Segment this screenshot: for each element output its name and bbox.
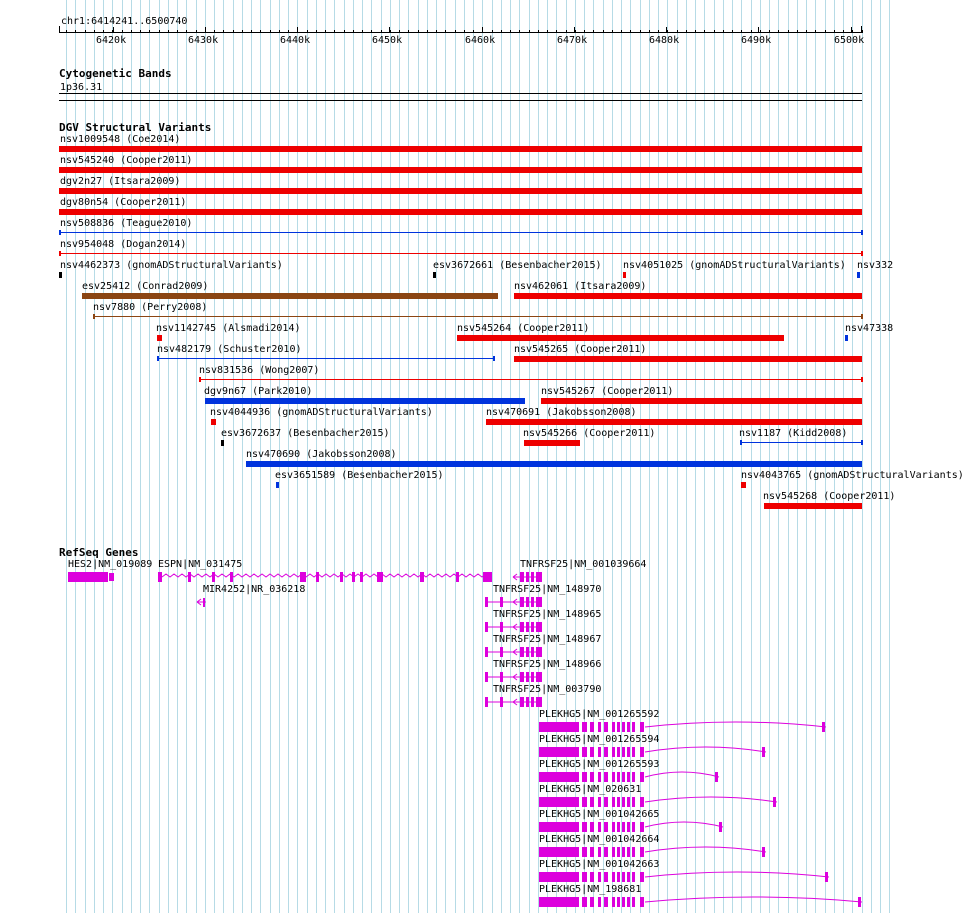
- gene-exon: [352, 572, 355, 582]
- gene-intron-line: [645, 847, 766, 852]
- gene-exon: [520, 597, 524, 607]
- gene-exon: [536, 672, 542, 682]
- gene-exon: [612, 847, 615, 857]
- ruler-tick-label: 6500k: [834, 35, 865, 46]
- gene-exon: [627, 772, 630, 782]
- gene-exon: [604, 847, 608, 857]
- gene-exon: [622, 772, 625, 782]
- dgv-feature-label[interactable]: nsv47338: [845, 323, 894, 334]
- gene-exon: [632, 747, 635, 757]
- gene-exon: [640, 897, 644, 907]
- dgv-feature-label[interactable]: nsv1142745 (Alsmadi2014): [156, 323, 301, 334]
- gene-exon: [612, 797, 615, 807]
- ruler-position: chr1:6414241..6500740: [61, 16, 188, 27]
- gene-exon: [520, 572, 524, 582]
- gene-exon: [526, 572, 529, 582]
- gene-exon: [539, 722, 579, 732]
- gene-exon: [582, 772, 587, 782]
- gene-exon: [539, 822, 579, 832]
- gene-exon: [316, 572, 319, 582]
- refseq-gene-label[interactable]: TNFRSF25|NM_148966: [493, 659, 602, 670]
- gene-exon: [590, 722, 594, 732]
- gene-exon: [617, 822, 620, 832]
- gene-exon: [420, 572, 424, 582]
- dgv-feature-label[interactable]: nsv470691 (Jakobsson2008): [486, 407, 637, 418]
- dgv-feature-label[interactable]: nsv7880 (Perry2008): [93, 302, 208, 313]
- gene-exon: [500, 672, 503, 682]
- gene-intron-line: [162, 574, 490, 577]
- gene-exon: [456, 572, 459, 582]
- gene-exon: [598, 822, 601, 832]
- refseq-gene-label[interactable]: TNFRSF25|NM_148970: [493, 584, 602, 595]
- gene-exon: [762, 847, 765, 857]
- gene-exon: [590, 772, 594, 782]
- ruler-tick-label: 6430k: [188, 35, 219, 46]
- gene-exon: [762, 747, 765, 757]
- gene-exon: [598, 722, 601, 732]
- gene-exon: [640, 747, 644, 757]
- gene-exon: [188, 572, 191, 582]
- gene-exon: [622, 872, 625, 882]
- refseq-gene-label[interactable]: PLEKHG5|NM_198681: [539, 884, 642, 895]
- gene-exon: [536, 572, 542, 582]
- cytoband-track-title[interactable]: Cytogenetic Bands: [59, 67, 172, 80]
- gene-exon: [640, 847, 644, 857]
- gene-exon: [627, 722, 630, 732]
- dgv-feature-label[interactable]: nsv954048 (Dogan2014): [60, 239, 187, 250]
- gene-exon: [604, 722, 608, 732]
- gene-exon: [632, 872, 635, 882]
- dgv-feature-label[interactable]: nsv1009548 (Coe2014): [60, 134, 181, 145]
- dgv-feature-label[interactable]: nsv462061 (Itsara2009): [514, 281, 647, 292]
- gene-exon: [640, 722, 644, 732]
- gene-exon: [617, 722, 620, 732]
- gene-intron-line: [645, 747, 766, 752]
- gene-exon: [539, 747, 579, 757]
- gene-exon: [590, 872, 594, 882]
- gene-exon: [627, 797, 630, 807]
- gene-exon: [622, 822, 625, 832]
- gene-exon: [617, 847, 620, 857]
- gene-exon: [612, 897, 615, 907]
- refseq-gene-label[interactable]: PLEKHG5|NM_001042663: [539, 859, 660, 870]
- ruler-tick-label: 6480k: [649, 35, 680, 46]
- gene-exon: [500, 697, 503, 707]
- dgv-feature-label[interactable]: dgv2n27 (Itsara2009): [60, 176, 181, 187]
- gene-exon: [531, 672, 534, 682]
- gene-intron-line: [645, 722, 826, 727]
- gene-exon: [612, 722, 615, 732]
- gene-exon: [582, 872, 587, 882]
- gene-exon: [632, 722, 635, 732]
- gene-exon: [640, 772, 644, 782]
- dgv-feature-label[interactable]: nsv4462373 (gnomADStructuralVariants): [60, 260, 283, 271]
- dgv-feature-label[interactable]: nsv545268 (Cooper2011): [763, 491, 896, 502]
- dgv-feature-label[interactable]: nsv545267 (Cooper2011): [541, 386, 674, 397]
- dgv-feature-label[interactable]: nsv332: [857, 260, 894, 271]
- gene-exon: [485, 597, 488, 607]
- cytoband-label: 1p36.31: [60, 82, 103, 93]
- gene-exon: [598, 797, 601, 807]
- gene-exon: [531, 647, 534, 657]
- gene-exon: [632, 897, 635, 907]
- refseq-gene-label[interactable]: MIR4252|NR_036218: [203, 584, 306, 595]
- gene-exon: [485, 697, 488, 707]
- ruler-tick-label: 6490k: [741, 35, 772, 46]
- gene-exon: [640, 872, 644, 882]
- refseq-gene-label[interactable]: PLEKHG5|NM_001042664: [539, 834, 660, 845]
- refseq-gene-label[interactable]: TNFRSF25|NM_148967: [493, 634, 602, 645]
- gene-exon: [627, 822, 630, 832]
- gene-exon: [590, 847, 594, 857]
- gene-exon: [715, 772, 718, 782]
- refseq-gene-label[interactable]: TNFRSF25|NM_003790: [493, 684, 602, 695]
- gene-exon: [604, 872, 608, 882]
- refseq-gene-label[interactable]: HES2|NM_019089: [68, 559, 153, 570]
- gene-exon: [627, 872, 630, 882]
- gene-intron-line: [645, 822, 723, 827]
- gene-exon: [300, 572, 306, 582]
- dgv-feature-label[interactable]: esv3672661 (Besenbacher2015): [433, 260, 602, 271]
- refseq-gene-label[interactable]: PLEKHG5|NM_001265594: [539, 734, 660, 745]
- gene-exon: [590, 747, 594, 757]
- gene-exon: [536, 647, 542, 657]
- gene-intron-line: [645, 897, 862, 902]
- gene-exon: [617, 797, 620, 807]
- gene-exon: [617, 872, 620, 882]
- gene-exon: [520, 672, 524, 682]
- gene-exon: [582, 797, 587, 807]
- gene-exon: [520, 622, 524, 632]
- refseq-gene-label[interactable]: TNFRSF25|NM_001039664: [520, 559, 647, 570]
- gene-exon: [526, 672, 529, 682]
- gene-exon: [500, 647, 503, 657]
- gene-exon: [485, 672, 488, 682]
- gene-exon: [158, 572, 162, 582]
- gene-exon: [719, 822, 722, 832]
- dgv-feature-label[interactable]: esv3672637 (Besenbacher2015): [221, 428, 390, 439]
- gene-exon: [617, 772, 620, 782]
- gene-exon: [582, 722, 587, 732]
- gene-exon: [582, 747, 587, 757]
- ruler-tick-label: 6420k: [96, 35, 127, 46]
- gene-exon: [539, 772, 579, 782]
- ruler-tick-label: 6470k: [557, 35, 588, 46]
- gene-exon: [773, 797, 776, 807]
- gene-exon: [598, 772, 601, 782]
- ruler-tick-label: 6460k: [465, 35, 496, 46]
- gene-exon: [612, 872, 615, 882]
- gene-exon: [598, 897, 601, 907]
- gene-exon: [531, 572, 534, 582]
- gene-exon: [360, 572, 363, 582]
- gene-exon: [377, 572, 383, 582]
- dgv-track-title[interactable]: DGV Structural Variants: [59, 121, 212, 134]
- gene-exon: [539, 872, 579, 882]
- dgv-feature-label[interactable]: dgv9n67 (Park2010): [204, 386, 313, 397]
- gene-exon: [531, 697, 534, 707]
- gene-exon: [822, 722, 825, 732]
- gene-intron-line: [645, 872, 829, 877]
- gene-exon: [632, 847, 635, 857]
- gene-exon: [340, 572, 343, 582]
- gene-exon: [622, 722, 625, 732]
- refseq-gene-label[interactable]: PLEKHG5|NM_001265593: [539, 759, 660, 770]
- gene-exon: [230, 572, 233, 582]
- dgv-feature-label[interactable]: nsv545240 (Cooper2011): [60, 155, 193, 166]
- gene-exon: [500, 622, 503, 632]
- gene-exon: [485, 647, 488, 657]
- dgv-feature-label[interactable]: esv3651589 (Besenbacher2015): [275, 470, 444, 481]
- ruler-tick-label: 6440k: [280, 35, 311, 46]
- gene-exon: [622, 897, 625, 907]
- gene-exon: [582, 822, 587, 832]
- gene-exon: [604, 797, 608, 807]
- dgv-feature-label[interactable]: nsv545265 (Cooper2011): [514, 344, 647, 355]
- gene-exon: [640, 822, 644, 832]
- gene-exon: [627, 847, 630, 857]
- gene-exon: [539, 847, 579, 857]
- gene-exon: [590, 797, 594, 807]
- dgv-feature-label[interactable]: nsv545266 (Cooper2011): [523, 428, 656, 439]
- dgv-feature-label[interactable]: nsv1187 (Kidd2008): [739, 428, 848, 439]
- gene-exon: [590, 897, 594, 907]
- gene-exon: [604, 822, 608, 832]
- gene-exon: [640, 797, 644, 807]
- gene-exon: [531, 622, 534, 632]
- gene-exon: [109, 573, 114, 581]
- gene-exon: [598, 872, 601, 882]
- gene-exon: [627, 747, 630, 757]
- gene-exon: [632, 797, 635, 807]
- gene-exon: [632, 772, 635, 782]
- gene-exon: [582, 847, 587, 857]
- gene-exon: [582, 897, 587, 907]
- dgv-feature-label[interactable]: nsv831536 (Wong2007): [199, 365, 320, 376]
- refseq-gene-label[interactable]: TNFRSF25|NM_148965: [493, 609, 602, 620]
- refseq-gene-label[interactable]: PLEKHG5|NM_001042665: [539, 809, 660, 820]
- ruler-tick-label: 6450k: [372, 35, 403, 46]
- dgv-feature-label[interactable]: dgv80n54 (Cooper2011): [60, 197, 187, 208]
- gene-exon: [612, 747, 615, 757]
- gene-exon: [539, 797, 579, 807]
- dgv-feature-label[interactable]: nsv4044936 (gnomADStructuralVariants): [210, 407, 433, 418]
- gene-exon: [68, 572, 108, 582]
- dgv-feature-label[interactable]: nsv508836 (Teague2010): [60, 218, 193, 229]
- gene-exon: [520, 647, 524, 657]
- gene-exon: [622, 747, 625, 757]
- gene-exon: [203, 598, 205, 607]
- gene-exon: [598, 847, 601, 857]
- gene-exon: [526, 697, 529, 707]
- dgv-feature-label[interactable]: esv25412 (Conrad2009): [82, 281, 209, 292]
- gene-exon: [604, 747, 608, 757]
- gene-intron-line: [645, 772, 719, 777]
- gene-exon: [612, 772, 615, 782]
- refseq-gene-label[interactable]: PLEKHG5|NM_001265592: [539, 709, 660, 720]
- refseq-track-title[interactable]: RefSeq Genes: [59, 546, 139, 559]
- gene-exon: [598, 747, 601, 757]
- refseq-gene-label[interactable]: PLEKHG5|NM_020631: [539, 784, 642, 795]
- gene-exon: [590, 822, 594, 832]
- gene-exon: [539, 897, 579, 907]
- refseq-gene-label[interactable]: ESPN|NM_031475: [158, 559, 243, 570]
- gene-exon: [520, 697, 524, 707]
- gene-exon: [212, 572, 215, 582]
- dgv-feature-label[interactable]: nsv470690 (Jakobsson2008): [246, 449, 397, 460]
- gene-exon: [536, 697, 542, 707]
- dgv-feature-label[interactable]: nsv4043765 (gnomADStructuralVariants): [741, 470, 964, 481]
- gene-exon: [536, 622, 542, 632]
- gene-exon: [531, 597, 534, 607]
- gene-exon: [627, 897, 630, 907]
- dgv-feature-label[interactable]: nsv4051025 (gnomADStructuralVariants): [623, 260, 846, 271]
- gene-exon: [604, 897, 608, 907]
- gene-exon: [526, 622, 529, 632]
- gene-exon: [485, 622, 488, 632]
- gene-exon: [500, 597, 503, 607]
- gene-exon: [622, 797, 625, 807]
- gene-exon: [536, 597, 542, 607]
- dgv-feature-label[interactable]: nsv482179 (Schuster2010): [157, 344, 302, 355]
- dgv-feature-label[interactable]: nsv545264 (Cooper2011): [457, 323, 590, 334]
- gene-exon: [604, 772, 608, 782]
- gene-exon: [483, 572, 492, 582]
- gene-exon: [526, 597, 529, 607]
- gene-exon: [526, 647, 529, 657]
- gene-exon: [612, 822, 615, 832]
- gene-exon: [632, 822, 635, 832]
- gene-intron-line: [645, 797, 777, 802]
- gene-exon: [617, 747, 620, 757]
- gene-exon: [825, 872, 828, 882]
- gene-exon: [858, 897, 861, 907]
- gene-exon: [617, 897, 620, 907]
- gene-exon: [622, 847, 625, 857]
